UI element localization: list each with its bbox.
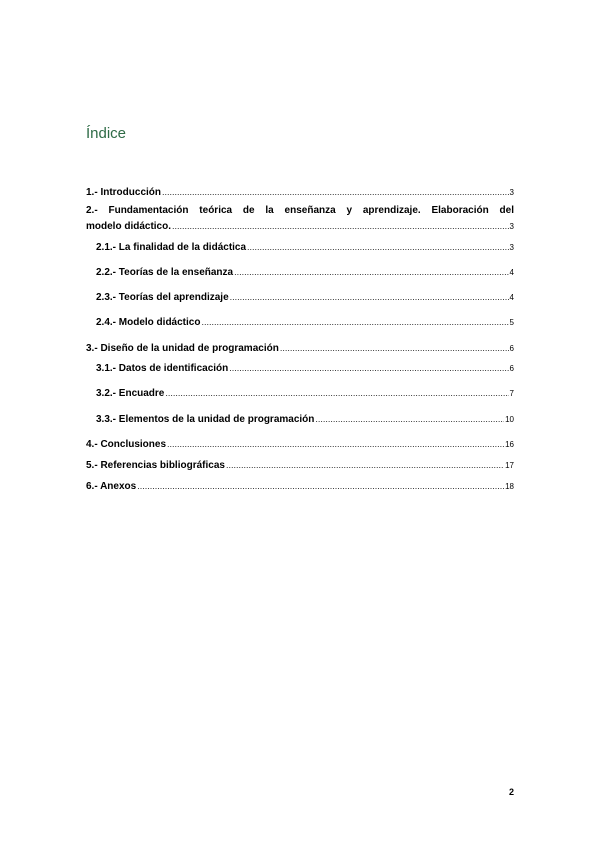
toc-leader-dots [234,266,508,278]
toc-entry-page: 4 [509,293,514,302]
toc-entry-conclusiones[interactable] [86,438,514,451]
toc-entry-page: 6 [509,344,514,353]
toc-entry-page: 10 [505,415,514,424]
toc-entry-finalidad[interactable] [96,241,514,254]
toc-entry-page: 3 [509,222,514,231]
toc-entry-title: 5.- Referencias bibliográficas [86,460,225,471]
toc-entry-title: 1.- Introducción [86,187,161,198]
toc-entry-page: 6 [509,364,514,373]
toc-leader-dots [226,459,504,471]
toc-entry-page: 7 [509,389,514,398]
toc-entry-diseno[interactable] [86,342,514,355]
page-number: 2 [509,787,515,797]
toc-leader-dots [230,291,509,303]
toc-entry-page: 5 [509,318,514,327]
toc-leader-dots [137,480,504,492]
toc-entry-modelo-didactico[interactable] [96,316,514,329]
toc-entry-title: modelo didáctico. [86,221,172,232]
toc-entry-title: 2.4.- Modelo didáctico [96,317,201,328]
toc-entry-page: 4 [509,268,514,277]
toc-entry-encuadre[interactable] [96,387,514,400]
toc-entry-title: 3.2.- Encuadre [96,388,165,399]
toc-leader-dots [280,342,509,354]
toc-entry-title: 3.- Diseño de la unidad de programación [86,343,279,354]
toc-entry-title: 3.3.- Elementos de la unidad de programación [96,414,315,425]
toc-leader-dots [229,362,508,374]
toc-leader-dots [201,316,508,328]
toc-entry-elementos[interactable] [96,413,514,426]
toc-entry-title: 6.- Anexos [86,481,137,492]
toc-heading: Índice [86,125,127,142]
toc-leader-dots [165,387,508,399]
toc-entry-page: 3 [509,188,514,197]
toc-entry-page: 18 [505,482,514,491]
toc-leader-dots [162,186,509,198]
toc-entry-teorias-ensenanza[interactable] [96,266,514,279]
toc-leader-dots [167,438,504,450]
toc-entry-referencias[interactable] [86,459,514,472]
toc-entry-datos-identificacion[interactable] [96,362,514,375]
toc-leader-dots [315,413,504,425]
toc-entry-introduccion[interactable] [86,186,514,199]
toc-entry-page: 16 [505,440,514,449]
toc-entry-teorias-aprendizaje[interactable] [96,291,514,304]
toc-entry-title: 3.1.- Datos de identificación [96,363,229,374]
toc-entry-fundamentacion-line1[interactable]: 2.- Fundamentación teórica de la enseñanza y aprendizaje. Elaboración del [86,205,514,216]
toc-entry-anexos[interactable] [86,480,514,493]
toc-entry-title: 2.3.- Teorías del aprendizaje [96,292,229,303]
toc-entry-page: 17 [505,461,514,470]
toc-entry-title: 2.2.- Teorías de la enseñanza [96,267,234,278]
toc-entry-title: 4.- Conclusiones [86,439,167,450]
toc-leader-dots [172,220,509,232]
toc-entry-page: 3 [509,243,514,252]
toc-entry-fundamentacion[interactable] [86,220,514,233]
toc-leader-dots [247,241,509,253]
toc-entry-title: 2.1.- La finalidad de la didáctica [96,242,247,253]
